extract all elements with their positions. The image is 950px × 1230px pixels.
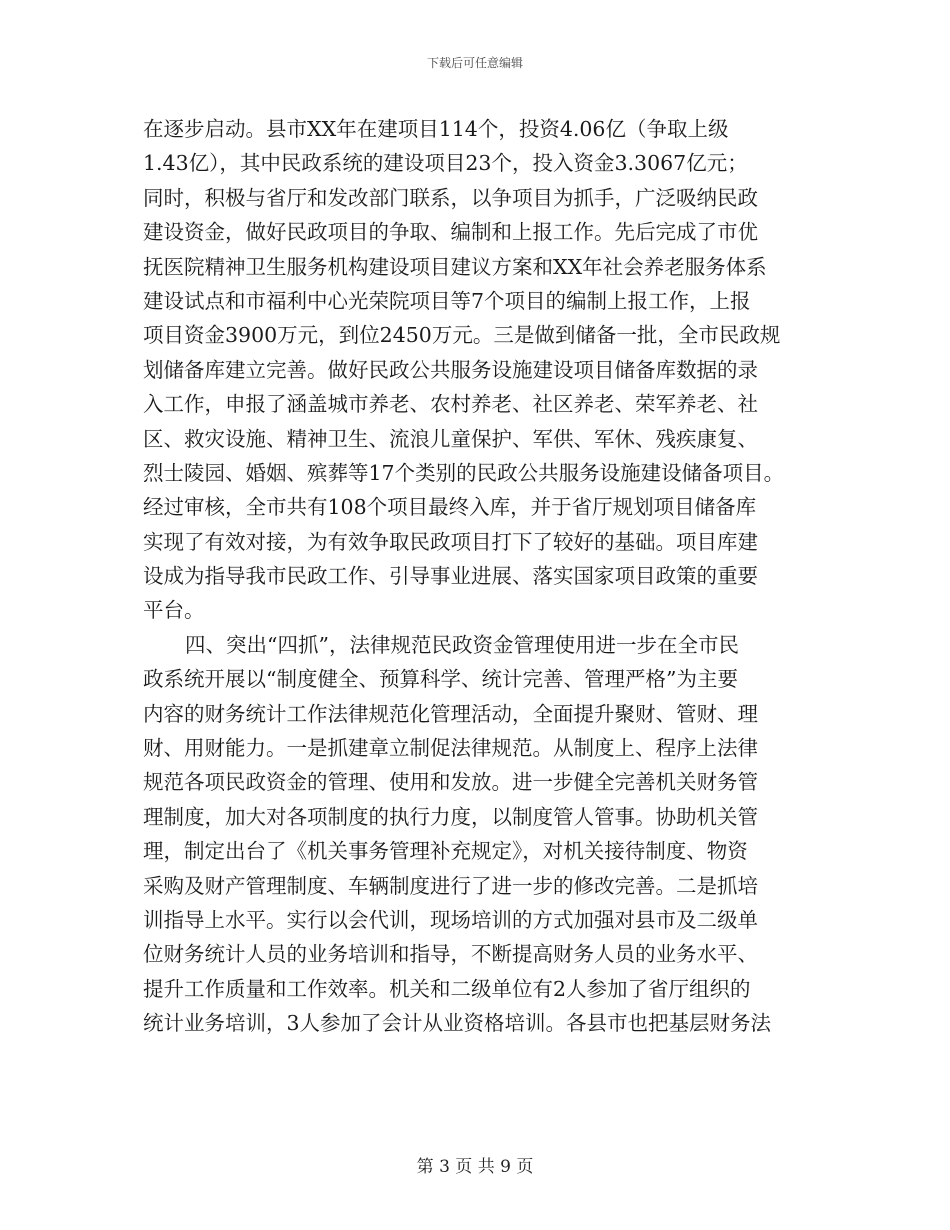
text-line: 政系统开展以“制度健全、预算科学、统计完善、管理严格”为主要: [143, 667, 738, 692]
text-line: 划储备库建立完善。做好民政公共服务设施建设项目储备库数据的录: [143, 357, 758, 382]
text-line: 平台。: [143, 598, 205, 623]
text-line: 理，制定出台了《机关事务管理补充规定》，对机关接待制度、物资: [143, 839, 748, 864]
text-line: 区、救灾设施、精神卫生、流浪儿童保护、军供、军休、残疾康复、: [143, 426, 758, 451]
text-line: 建设资金，做好民政项目的争取、编制和上报工作。先后完成了市优: [143, 220, 758, 245]
paragraph-start-line: 四、突出“四抓”，法律规范民政资金管理使用进一步在全市民: [185, 632, 739, 657]
text-line: 设成为指导我市民政工作、引导事业进展、落实国家项目政策的重要: [143, 564, 758, 589]
text-line: 1.43亿），其中民政系统的建设项目23个，投入资金3.3067亿元；: [143, 151, 748, 176]
text-line: 位财务统计人员的业务培训和指导，不断提高财务人员的业务水平、: [143, 942, 758, 967]
text-line: 抚医院精神卫生服务机构建设项目建议方案和XX年社会养老服务体系: [143, 254, 767, 279]
text-line: 经过审核，全市共有108个项目最终入库，并于省厅规划项目储备库: [143, 495, 757, 520]
text-line: 项目资金3900万元，到位2450万元。三是做到储备一批，全市民政规: [143, 323, 781, 348]
text-line: 内容的财务统计工作法律规范化管理活动，全面提升聚财、管财、理: [143, 701, 758, 726]
text-line: 入工作，申报了涵盖城市养老、农村养老、社区养老、荣军养老、社: [143, 392, 758, 417]
text-line: 规范各项民政资金的管理、使用和发放。进一步健全完善机关财务管: [143, 770, 758, 795]
text-line: 在逐步启动。县市XX年在建项目114个，投资4.06亿（争取上级: [143, 117, 729, 141]
text-line: 同时，积极与省厅和发改部门联系，以争项目为抓手，广泛吸纳民政: [143, 185, 758, 210]
text-line: 烈士陵园、婚姻、殡葬等17个类别的民政公共服务设施建设储备项目。: [143, 460, 785, 485]
text-line: 训指导上水平。实行以会代训，现场培训的方式加强对县市及二级单: [143, 907, 758, 932]
page-header: 下载后可任意编辑: [426, 56, 523, 70]
text-line: 理制度，加大对各项制度的执行力度，以制度管人管事。协助机关管: [143, 804, 758, 829]
page-footer: 第 3 页 共 9 页: [416, 1157, 534, 1177]
text-line: 统计业务培训，3人参加了会计从业资格培训。各县市也把基层财务法: [143, 1011, 772, 1036]
document-body: [143, 112, 823, 1041]
text-line: 提升工作质量和工作效率。机关和二级单位有2人参加了省厅组织的: [143, 976, 751, 1001]
text-line: 采购及财产管理制度、车辆制度进行了进一步的修改完善。二是抓培: [143, 873, 758, 898]
text-line: 财、用财能力。一是抓建章立制促法律规范。从制度上、程序上法律: [143, 736, 758, 761]
text-line: 建设试点和市福利中心光荣院项目等7个项目的编制上报工作，上报: [143, 288, 751, 313]
text-line: 实现了有效对接，为有效争取民政项目打下了较好的基础。项目库建: [143, 529, 758, 554]
